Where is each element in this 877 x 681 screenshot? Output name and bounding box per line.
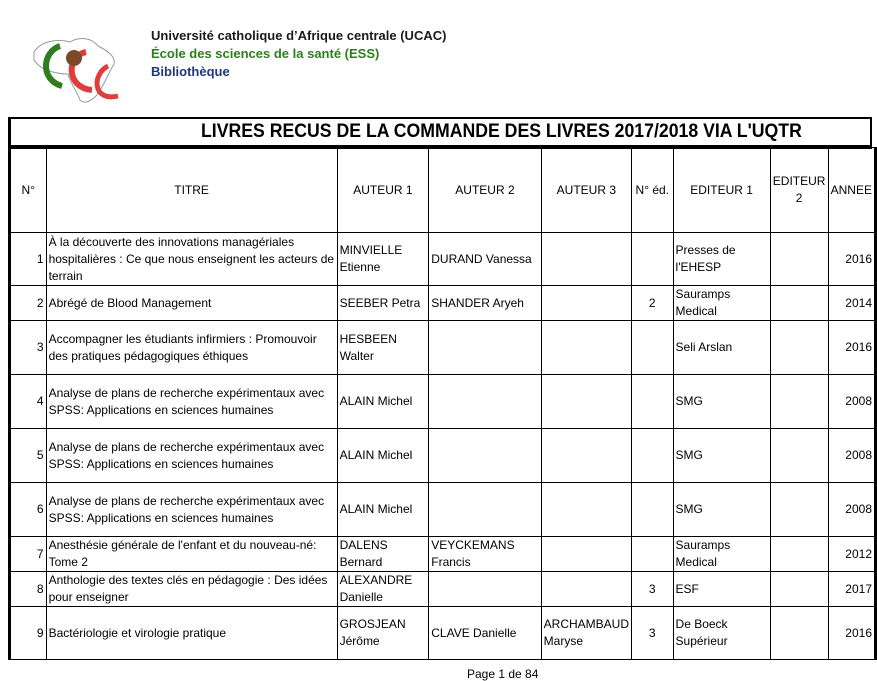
cell-editeur2 [770,537,828,572]
cell-auteur2: DURAND Vanessa [429,233,541,286]
table-row [10,537,876,572]
cell-annee: 2016 [828,321,875,375]
document-title: LIVRES RECUS DE LA COMMANDE DES LIVRES 2017/2018 VIA L'UQTR [201,121,802,142]
column-header: AUTEUR 1 [337,148,429,233]
table-row [10,607,876,660]
cell-editeur2 [770,429,828,483]
column-header: TITRE [46,148,337,233]
table-row [10,429,876,483]
cell-auteur1: GROSJEAN Jérôme [337,607,429,660]
table-row [10,375,876,429]
cell-n: 3 [10,321,47,375]
cell-ed: 3 [632,572,674,607]
cell-auteur2 [429,429,541,483]
cell-auteur1: HESBEEN Walter [337,321,429,375]
cell-titre: Accompagner les étudiants infirmiers : Promouvoir des pratiques pédagogiques éthiques [46,321,337,375]
cell-n: 5 [10,429,47,483]
cell-auteur3 [541,572,631,607]
cell-auteur1: ALAIN Michel [337,375,429,429]
cell-auteur1: ALEXANDRE Danielle [337,572,429,607]
cell-editeur1: De Boeck Supérieur [673,607,770,660]
cell-titre: Analyse de plans de recherche expérimentaux avec SPSS: Applications en sciences humaines [46,375,337,429]
cell-annee: 2012 [828,537,875,572]
cell-auteur3 [541,375,631,429]
cell-annee: 2008 [828,375,875,429]
column-header: N° [10,148,47,233]
column-header: N° éd. [632,148,674,233]
cell-auteur1: ALAIN Michel [337,429,429,483]
cell-editeur2 [770,483,828,537]
cell-editeur2 [770,286,828,321]
cell-auteur3 [541,537,631,572]
cell-n: 8 [10,572,47,607]
cell-auteur2 [429,483,541,537]
cell-annee: 2016 [828,607,875,660]
cell-annee: 2008 [828,429,875,483]
cell-titre: À la découverte des innovations managériales hospitalières : Ce que nous enseignent les acteurs de terrain [46,233,337,286]
cell-editeur2 [770,233,828,286]
cell-auteur1: MINVIELLE Etienne [337,233,429,286]
books-table [8,147,877,660]
cell-titre: Bactériologie et virologie pratique [46,607,337,660]
cell-annee: 2017 [828,572,875,607]
table-row [10,321,876,375]
cell-auteur2 [429,321,541,375]
cell-annee: 2016 [828,233,875,286]
table-row [10,572,876,607]
cell-auteur3 [541,483,631,537]
cell-annee: 2014 [828,286,875,321]
cell-auteur3 [541,321,631,375]
cell-auteur1: DALENS Bernard [337,537,429,572]
table-header-row [10,148,876,233]
cell-auteur2: SHANDER Aryeh [429,286,541,321]
cell-ed [632,375,674,429]
cell-titre: Anesthésie générale de l'enfant et du nouveau-né: Tome 2 [46,537,337,572]
cell-auteur3: ARCHAMBAUD Maryse [541,607,631,660]
cell-editeur1: Seli Arslan [673,321,770,375]
cell-ed: 2 [632,286,674,321]
cell-editeur2 [770,607,828,660]
cell-n: 7 [10,537,47,572]
cell-auteur2: VEYCKEMANS Francis [429,537,541,572]
cell-auteur2 [429,572,541,607]
cell-titre: Anthologie des textes clés en pédagogie : Des idées pour enseigner [46,572,337,607]
cell-editeur2 [770,321,828,375]
cell-ed: 3 [632,607,674,660]
document-title-bar [8,117,872,149]
column-header: EDITEUR 2 [770,148,828,233]
cell-auteur2: CLAVE Danielle [429,607,541,660]
cell-editeur1: ESF [673,572,770,607]
cell-auteur3 [541,429,631,483]
cell-titre: Analyse de plans de recherche expérimentaux avec SPSS: Applications en sciences humaines [46,483,337,537]
cell-n: 1 [10,233,47,286]
cell-n: 6 [10,483,47,537]
cell-ed [632,321,674,375]
cell-auteur1: ALAIN Michel [337,483,429,537]
column-header: AUTEUR 3 [541,148,631,233]
cell-editeur1: Presses de l'EHESP [673,233,770,286]
cell-n: 4 [10,375,47,429]
cell-ed [632,429,674,483]
cell-auteur3 [541,286,631,321]
table-row [10,483,876,537]
cell-n: 9 [10,607,47,660]
cell-editeur1: SMG [673,375,770,429]
cell-editeur1: SMG [673,429,770,483]
column-header: EDITEUR 1 [673,148,770,233]
department-name: Bibliothèque [151,64,230,79]
cell-editeur2 [770,375,828,429]
cell-auteur2 [429,375,541,429]
column-header: AUTEUR 2 [429,148,541,233]
column-header: ANNEE [828,148,875,233]
cell-editeur1: Sauramps Medical [673,286,770,321]
cell-titre: Analyse de plans de recherche expérimentaux avec SPSS: Applications en sciences humaines [46,429,337,483]
cell-annee: 2008 [828,483,875,537]
university-name: Université catholique d’Afrique centrale (UCAC) [151,28,447,43]
cell-auteur3 [541,233,631,286]
table-row [10,233,876,286]
page-number: Page 1 de 84 [467,667,539,681]
cell-n: 2 [10,286,47,321]
institution-header [151,27,446,81]
cell-editeur1: SMG [673,483,770,537]
table-row [10,286,876,321]
cell-ed [632,233,674,286]
ucac-logo [26,30,122,106]
cell-auteur1: SEEBER Petra [337,286,429,321]
cell-ed [632,483,674,537]
cell-editeur2 [770,572,828,607]
cell-ed [632,537,674,572]
cell-editeur1: Sauramps Medical [673,537,770,572]
school-name: École des sciences de la santé (ESS) [151,46,380,61]
cell-titre: Abrégé de Blood Management [46,286,337,321]
